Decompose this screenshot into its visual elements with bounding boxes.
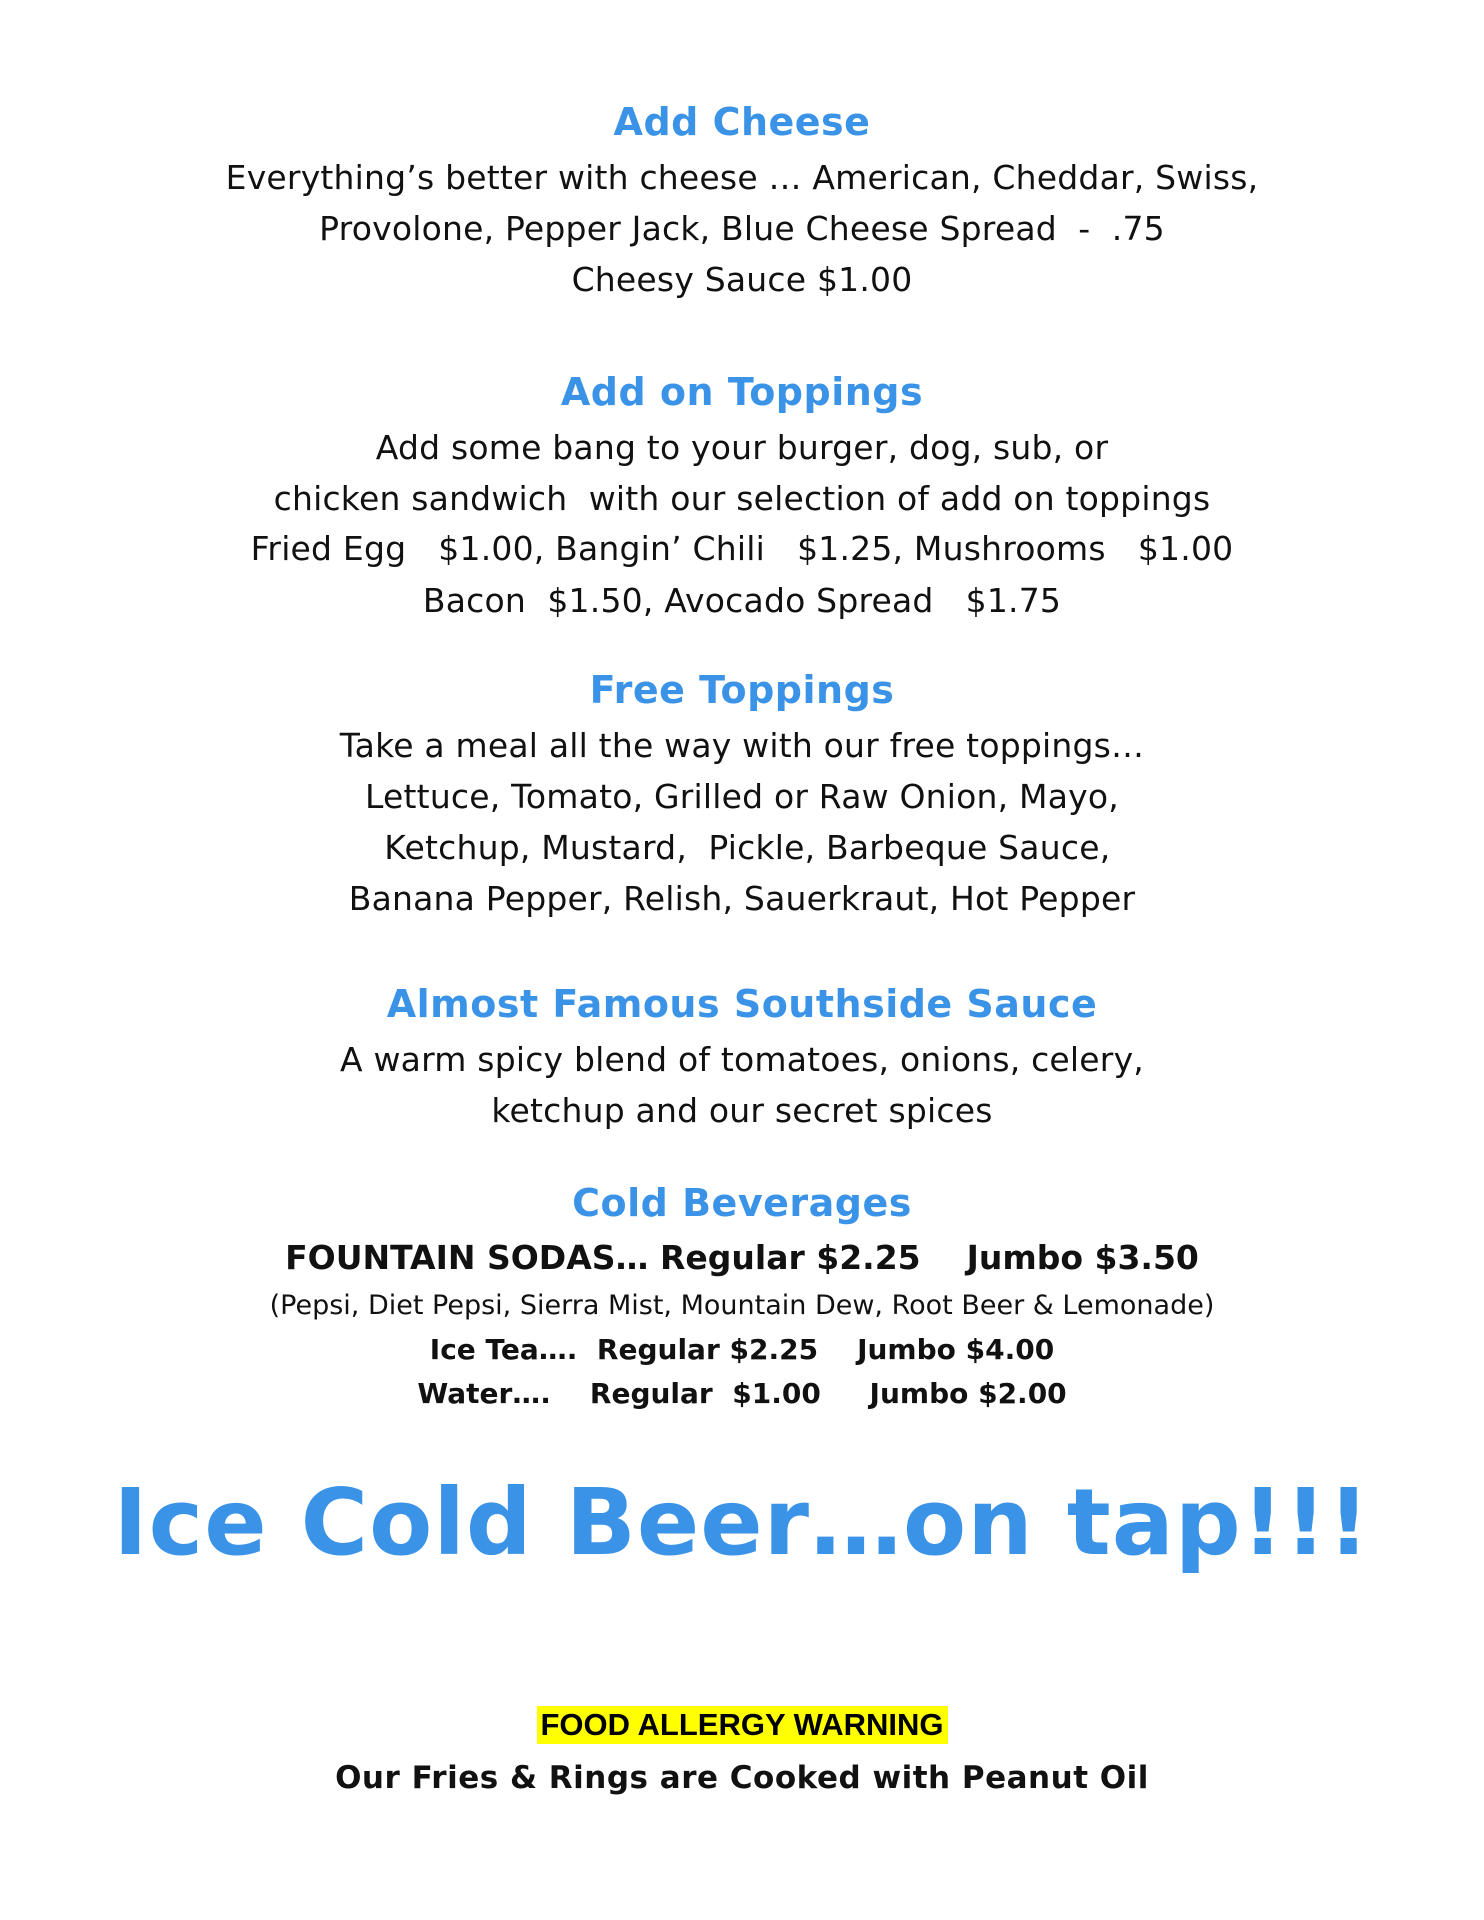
free-toppings-line: Ketchup, Mustard, Pickle, Barbeque Sauce,: [373, 828, 1111, 867]
free-toppings-line: Banana Pepper, Relish, Sauerkraut, Hot Pepper: [348, 879, 1136, 918]
southside-sauce-line: A warm spicy blend of tomatoes, onions, celery,: [340, 1040, 1144, 1079]
southside-sauce-heading: Almost Famous Southside Sauce: [386, 982, 1098, 1026]
add-on-toppings-line: chicken sandwich with our selection of add on toppings: [273, 479, 1211, 518]
add-cheese-heading: Add Cheese: [613, 100, 871, 144]
free-toppings-line: Lettuce, Tomato, Grilled or Raw Onion, Mayo,: [365, 777, 1119, 816]
southside-sauce-line: ketchup and our secret spices: [491, 1091, 993, 1130]
allergy-warning: FOOD ALLERGY WARNING: [537, 1706, 948, 1744]
add-cheese-line: Cheesy Sauce $1.00: [571, 260, 913, 299]
free-toppings-heading: Free Toppings: [589, 668, 895, 712]
water-line: Water…. Regular $1.00 Jumbo $2.00: [417, 1377, 1067, 1410]
ice-tea-line: Ice Tea…. Regular $2.25 Jumbo $4.00: [429, 1333, 1055, 1366]
beer-banner: Ice Cold Beer…on tap!!!: [113, 1469, 1371, 1576]
add-cheese-line: Provolone, Pepper Jack, Blue Cheese Spread - .75: [319, 209, 1165, 248]
add-on-toppings-line: Add some bang to your burger, dog, sub, or: [375, 428, 1109, 467]
fountain-sodas-list: (Pepsi, Diet Pepsi, Sierra Mist, Mountain Dew, Root Beer & Lemonade): [269, 1290, 1215, 1321]
cold-beverages-heading: Cold Beverages: [572, 1181, 912, 1225]
allergy-warning-wrap: [0, 1706, 1484, 1744]
add-on-toppings-line: Fried Egg $1.00, Bangin’ Chili $1.25, Mushrooms $1.00: [250, 529, 1234, 568]
free-toppings-line: Take a meal all the way with our free toppings…: [339, 726, 1145, 765]
add-cheese-line: Everything’s better with cheese … American, Cheddar, Swiss,: [225, 158, 1259, 197]
add-on-toppings-heading: Add on Toppings: [560, 370, 924, 414]
add-on-toppings-line: Bacon $1.50, Avocado Spread $1.75: [422, 581, 1062, 620]
fountain-sodas-line: FOUNTAIN SODAS… Regular $2.25 Jumbo $3.50: [285, 1238, 1199, 1277]
allergy-note: Our Fries & Rings are Cooked with Peanut Oil: [335, 1760, 1149, 1796]
